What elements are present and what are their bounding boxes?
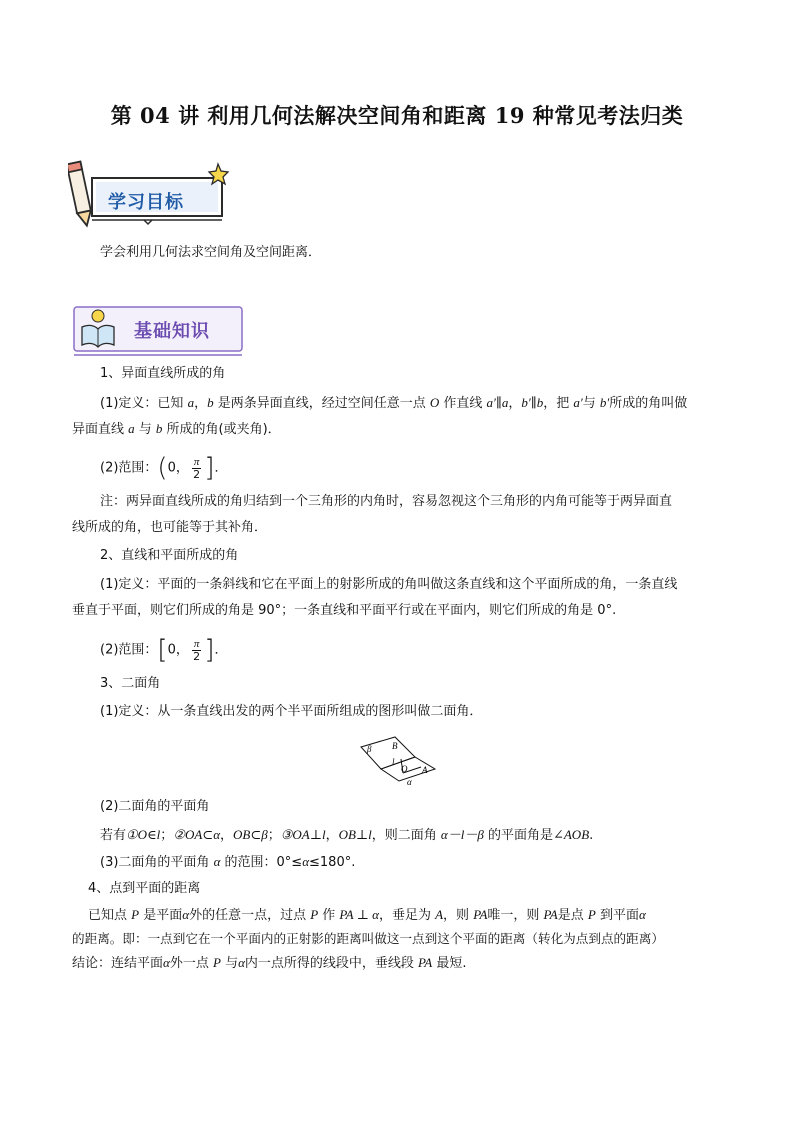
text: ． [214,460,228,476]
label-A: A [422,765,428,775]
text: ， [194,396,208,411]
text: ，把 [543,396,574,411]
s4-line1 [88,905,646,926]
text: . [589,828,594,843]
section-badge-basics [72,303,247,358]
text: (2)范围： [100,460,158,476]
text: 作直线 [439,396,487,411]
text: 内一点所得的线段中，垂线段 [244,956,419,971]
text: 与 [582,396,600,411]
s2-def-line2: 垂直于平面，则它们所成的角是 90°；一条直线和平面平行或在平面内，则它们所成的角是 0°. [72,603,617,618]
text: ； [267,828,281,843]
text: (1)定义：已知 [100,396,188,411]
text: 是点 [557,908,588,923]
text: ． [214,642,228,658]
text: 到平面 [595,908,639,923]
math: P [310,907,319,922]
s2-def-line1: (1)定义：平面的一条斜线和它在平面上的射影所成的角叫做这条直线和这个平面所成的角，一条直线 [100,577,678,592]
math: O [429,395,440,410]
math: a [128,421,135,436]
text: 唯一，则 [487,908,544,923]
text: 作 [318,908,340,923]
s2-range [100,634,228,667]
text: 与 [220,956,239,971]
bracket: ] [204,453,215,483]
text: ，则二面角 [371,828,441,843]
math: P [212,955,221,970]
math: P [131,907,140,922]
s4-line3 [72,953,467,974]
text: 0， [167,642,189,658]
math: α [182,907,190,922]
math: b′∥b [521,395,544,410]
label-beta: β [367,744,372,754]
text: (2)范围： [100,642,158,658]
text: ，垂足为 [378,908,436,923]
s1-note-line1: 注：两异面直线所成的角归结到一个三角形的内角时，容易忽视这个三角形的内角可能等于两异面直 [100,494,673,509]
text: 所成的角(或夹角)． [162,422,281,437]
math: P [587,907,596,922]
math: α [163,955,170,970]
s4-line2: 的距离。即：一点到它在一个平面内的正射影的距离叫做这一点到这个平面的距离（转化为点到点的距离） [72,931,664,946]
math: PA [473,907,488,922]
text: ， [220,828,234,843]
s3-conditions [100,825,593,846]
text: ≤180°. [309,855,356,870]
s1-definition [100,393,687,414]
page-title: 第 04 讲 利用几何法解决空间角和距离 19 种常见考法归类 [110,103,684,128]
math: OB⊥l [338,827,372,842]
math: ①O∈l [126,827,161,842]
s1-heading: 1、异面直线所成的角 [100,366,226,381]
text: 的范围：0°≤ [220,855,303,870]
bracket: ( [157,453,168,483]
text: 是平面 [139,908,183,923]
s3-definition: (1)定义：从一条直线出发的两个半平面所组成的图形叫做二面角． [100,704,483,719]
math: OB⊂β [233,827,268,842]
text: 的平面角是 [483,828,553,843]
bracket: [ [157,635,168,665]
text: 已知点 [88,908,132,923]
text: 是两条异面直线，经过空间任意一点 [213,396,430,411]
math: α [213,854,221,869]
math: ②OA⊂α [173,827,221,842]
text: 异面直线 [72,422,129,437]
math: b [207,395,214,410]
text: ； [160,828,174,843]
text: 外一点 [169,956,213,971]
numerator: π [193,637,200,650]
math: α [639,907,646,922]
math: PA ⊥ α [339,907,379,922]
text: 0， [167,460,189,476]
denominator: 2 [193,649,201,663]
text: 若有 [100,828,127,843]
math: a′ [573,395,583,410]
text: 最短. [432,956,467,971]
math: ∠AOB [552,827,590,842]
fraction [192,638,202,663]
text: ，则 [443,908,474,923]
s4-heading: 4、点到平面的距离 [88,881,201,896]
math: a′∥a [486,395,509,410]
numerator: π [193,455,200,468]
math: PA [543,907,558,922]
s1-range [100,452,228,485]
s3-heading: 3、二面角 [100,676,161,691]
s3-range [100,852,355,873]
s3-plane-angle-heading: (2)二面角的平面角 [100,799,210,814]
math: b′ [599,395,610,410]
goal-text: 学会利用几何法求空间角及空间距离． [100,245,322,260]
math: A [435,907,444,922]
badge-label: 学习目标 [108,192,184,213]
math: α [302,854,310,869]
text: 结论：连结平面 [72,956,164,971]
text: ， [325,828,339,843]
label-l: l [392,757,395,767]
text: ， [508,396,522,411]
text: (3)二面角的平面角 [100,855,214,870]
math: α－l－β [440,827,484,842]
section-badge-goals [68,158,238,228]
s1-definition-cont [72,419,281,440]
label-O: O [401,764,408,774]
denominator: 2 [193,467,201,481]
label-B: B [392,741,398,751]
math: b [155,421,163,436]
text: 与 [134,422,156,437]
fraction [192,456,202,481]
s1-note-line2: 线所成的角，也可能等于其补角． [72,520,268,535]
dihedral-angle-figure [355,733,440,787]
label-alpha: α [407,777,412,787]
s2-heading: 2、直线和平面所成的角 [100,548,239,563]
bracket: ] [204,635,215,665]
math: a [187,395,195,410]
math: α [238,955,245,970]
math: ③OA⊥l [280,827,326,842]
badge-label: 基础知识 [134,321,210,342]
text: 外的任意一点，过点 [189,908,311,923]
math: PA [418,955,433,970]
text: 所成的角叫做 [609,396,688,411]
